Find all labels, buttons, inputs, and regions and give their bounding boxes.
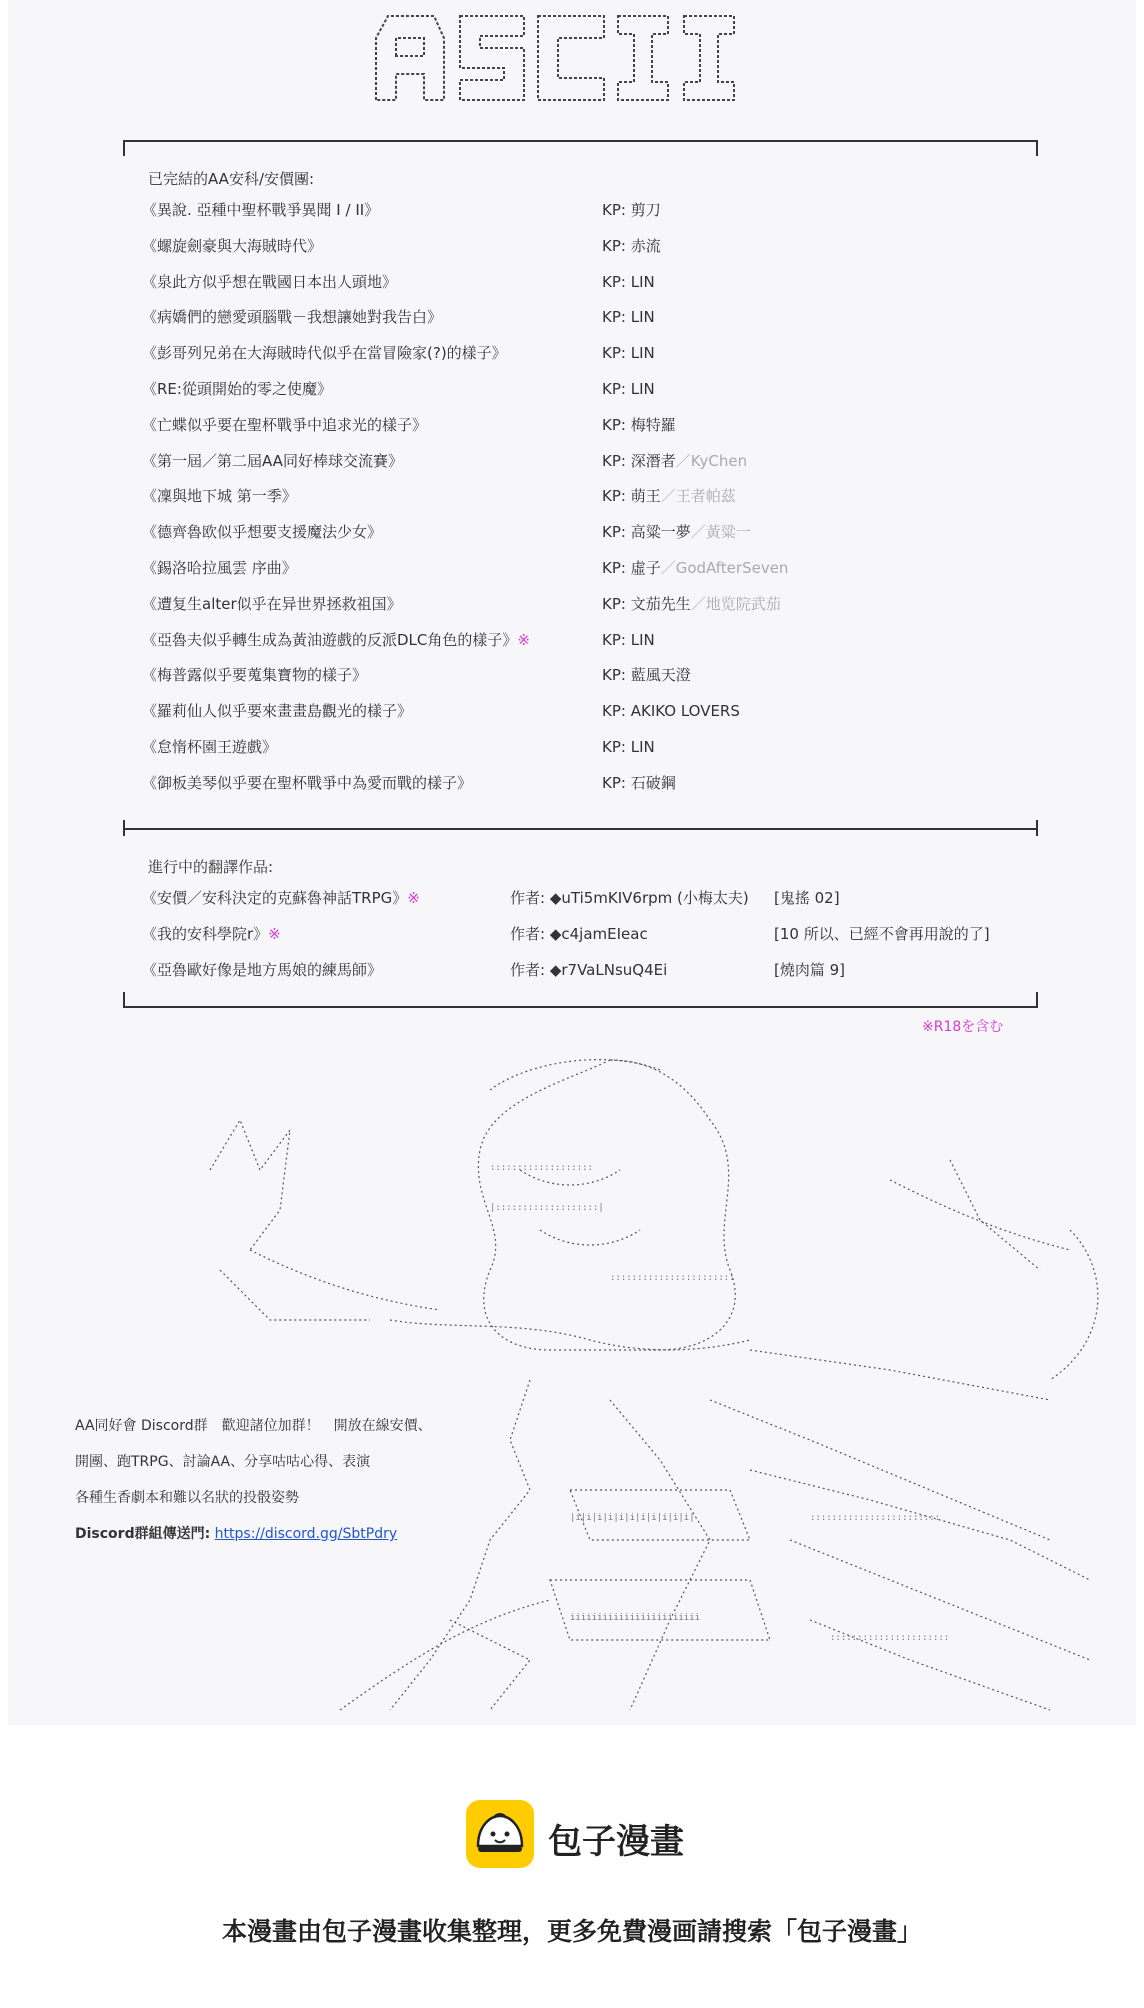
ongoing-item-progress: [鬼搖 02] (774, 889, 840, 907)
ongoing-item-author: 作者: ◆c4jamEIeac (510, 925, 648, 943)
footer-notice: 本漫畫由包子漫畫收集整理，更多免費漫画請搜索「包子漫畫」 (221, 1917, 922, 1946)
discord-line-2: 開團、跑TRPG、討論AA、分享咕咕心得、表演 (75, 1454, 371, 1470)
divider (123, 140, 1038, 142)
completed-item-title: 《泉此方似乎想在戰國日本出人頭地》 (142, 272, 398, 291)
brand-logo[interactable] (466, 1800, 766, 1872)
completed-item (142, 482, 1042, 510)
discord-link-row (75, 1516, 432, 1552)
svg-text:|:::::::::::::::::::|: |:::::::::::::::::::| (490, 1203, 604, 1213)
completed-item-title: 《RE:從頭開始的零之使魔》 (142, 380, 332, 398)
svg-text::::::::::::::::::::: ::::::::::::::::::: (490, 1163, 593, 1173)
completed-item-kp: KP: 高粱一夢／黃粱一 (602, 523, 751, 542)
ascii-logo (368, 8, 768, 108)
completed-item-title: 《怠惰杯園王遊戲》 (142, 738, 278, 756)
completed-item-kp: KP: LIN (602, 308, 655, 327)
discord-line-1: AA同好會 Discord群 歡迎諸位加群！ 開放在線安價、 (75, 1418, 432, 1434)
completed-item-kp: KP: LIN (602, 272, 655, 291)
r18-note: ※R18を含む (922, 1019, 1004, 1035)
completed-item (142, 518, 1042, 546)
completed-item (142, 590, 1042, 618)
ongoing-section-title: 進行中的翻譯作品: (148, 858, 274, 876)
completed-section-title: 已完結的AA安科/安價團: (148, 170, 315, 188)
completed-item-title: 《亡蝶似乎要在聖杯戰爭中追求光的樣子》 (142, 415, 428, 434)
r18-mark: ※ (268, 925, 281, 943)
completed-item-kp: KP: 虛子／GodAfterSeven (602, 559, 789, 577)
completed-item (142, 303, 1042, 331)
completed-item-kp: KP: LIN (602, 738, 655, 756)
svg-text::::::::::::::::::::::::: ::::::::::::::::::::::: (610, 1273, 735, 1283)
completed-item-title: 《亞魯夫似乎轉生成為黃油遊戲的反派DLC角色的樣子》※ (142, 630, 530, 649)
completed-item-kp: KP: 藍風天澄 (602, 666, 691, 685)
completed-item (142, 733, 1042, 761)
completed-item-kp: KP: LIN (602, 344, 655, 363)
ongoing-item-title: 《安價／安科決定的克蘇魯神話TRPG》※ (142, 889, 420, 907)
ongoing-item-author: 作者: ◆r7VaLNsuQ4Ei (510, 961, 668, 979)
discord-line-3: 各種生香劇本和難以名狀的投骰姿勢 (75, 1490, 299, 1506)
completed-item-title: 《遭复生alter似乎在异世界拯救祖国》 (142, 594, 402, 613)
completed-item (142, 626, 1042, 654)
completed-item-kp: KP: 石破鋼 (602, 773, 676, 792)
completed-item-kp: KP: LIN (602, 380, 655, 398)
completed-item (142, 554, 1042, 582)
svg-text:::::::::::::::::::::::::: :::::::::::::::::::::::: (810, 1513, 941, 1523)
completed-item (142, 769, 1042, 797)
completed-item-title: 《彭哥列兄弟在大海賊時代似乎在當冒險家(?)的樣子》 (142, 344, 507, 363)
completed-item-title: 《病嬌們的戀愛頭腦戰－我想讓她對我告白》 (142, 308, 443, 327)
ongoing-item-title: 《亞魯歐好像是地方馬娘的練馬師》 (142, 961, 383, 979)
completed-item-title: 《梅普露似乎要蒐集寶物的樣子》 (142, 666, 368, 685)
completed-item-title: 《第一屆／第二屆AA同好棒球交流賽》 (142, 451, 403, 470)
completed-item (142, 411, 1042, 439)
ongoing-item-progress: [10 所以、已經不會再用說的了] (774, 925, 990, 943)
completed-item-title: 《御板美琴似乎要在聖杯戰爭中為愛而戰的樣子》 (142, 773, 473, 792)
ongoing-item-author: 作者: ◆uTi5mKIV6rpm (小梅太夫) (510, 889, 749, 907)
ongoing-item (142, 956, 1042, 984)
r18-mark: ※ (407, 889, 420, 907)
svg-text:iiiiiiiiiiiiiiiiiiiiiiii: iiiiiiiiiiiiiiiiiiiiiiii (570, 1613, 701, 1623)
completed-item-title: 《羅莉仙人似乎要來畫畫島觀光的樣子》 (142, 702, 413, 721)
completed-item-title: 《錫洛哈拉風雲 序曲》 (142, 559, 297, 577)
completed-item-kp: KP: 萌王／王者帕茲 (602, 487, 736, 506)
completed-item (142, 339, 1042, 367)
ongoing-item (142, 920, 1042, 948)
discord-link-label: Discord群組傳送門: (75, 1526, 211, 1542)
svg-text:::::::::::::::::::::::: :::::::::::::::::::::: (830, 1633, 950, 1643)
completed-item-kp: KP: LIN (602, 630, 655, 649)
completed-item (142, 375, 1042, 403)
completed-item (142, 697, 1042, 725)
completed-item-kp: KP: 剪刀 (602, 201, 661, 219)
brand-name: 包子漫畫 (548, 1822, 684, 1862)
divider (123, 1006, 1038, 1008)
completed-item-title: 《異說. 亞種中聖杯戰爭異聞 I / II》 (142, 201, 380, 219)
completed-item-kp: KP: 深潛者／KyChen (602, 451, 748, 470)
completed-item-kp: KP: 赤流 (602, 236, 661, 255)
completed-item-title: 《凜與地下城 第一季》 (142, 487, 297, 506)
discord-link[interactable]: https://discord.gg/SbtPdry (214, 1526, 398, 1542)
completed-item (142, 447, 1042, 475)
svg-text:|i|i|i|i|i|i|i|i|i|i|i|: |i|i|i|i|i|i|i|i|i|i|i| (570, 1513, 695, 1523)
ongoing-item-title: 《我的安科學院r》※ (142, 925, 281, 943)
completed-item (142, 196, 1042, 224)
divider (123, 828, 1038, 830)
ascii-art-illustration (190, 1020, 1130, 1720)
completed-item (142, 232, 1042, 260)
ongoing-item-progress: [燒肉篇 9] (774, 961, 846, 979)
completed-item-title: 《螺旋劍豪與大海賊時代》 (142, 236, 323, 255)
discord-promo (75, 1408, 432, 1552)
completed-item-kp: KP: 梅特羅 (602, 415, 676, 434)
completed-item-kp: KP: 文茄先生／地览院武茄 (602, 594, 781, 613)
completed-item (142, 661, 1042, 689)
completed-item (142, 268, 1042, 296)
bun-icon (466, 1800, 534, 1868)
r18-mark: ※ (517, 630, 530, 649)
ongoing-item (142, 884, 1042, 912)
completed-item-kp: KP: AKIKO LOVERS (602, 702, 740, 721)
completed-item-title: 《德齊魯欧似乎想要支援魔法少女》 (142, 523, 383, 542)
